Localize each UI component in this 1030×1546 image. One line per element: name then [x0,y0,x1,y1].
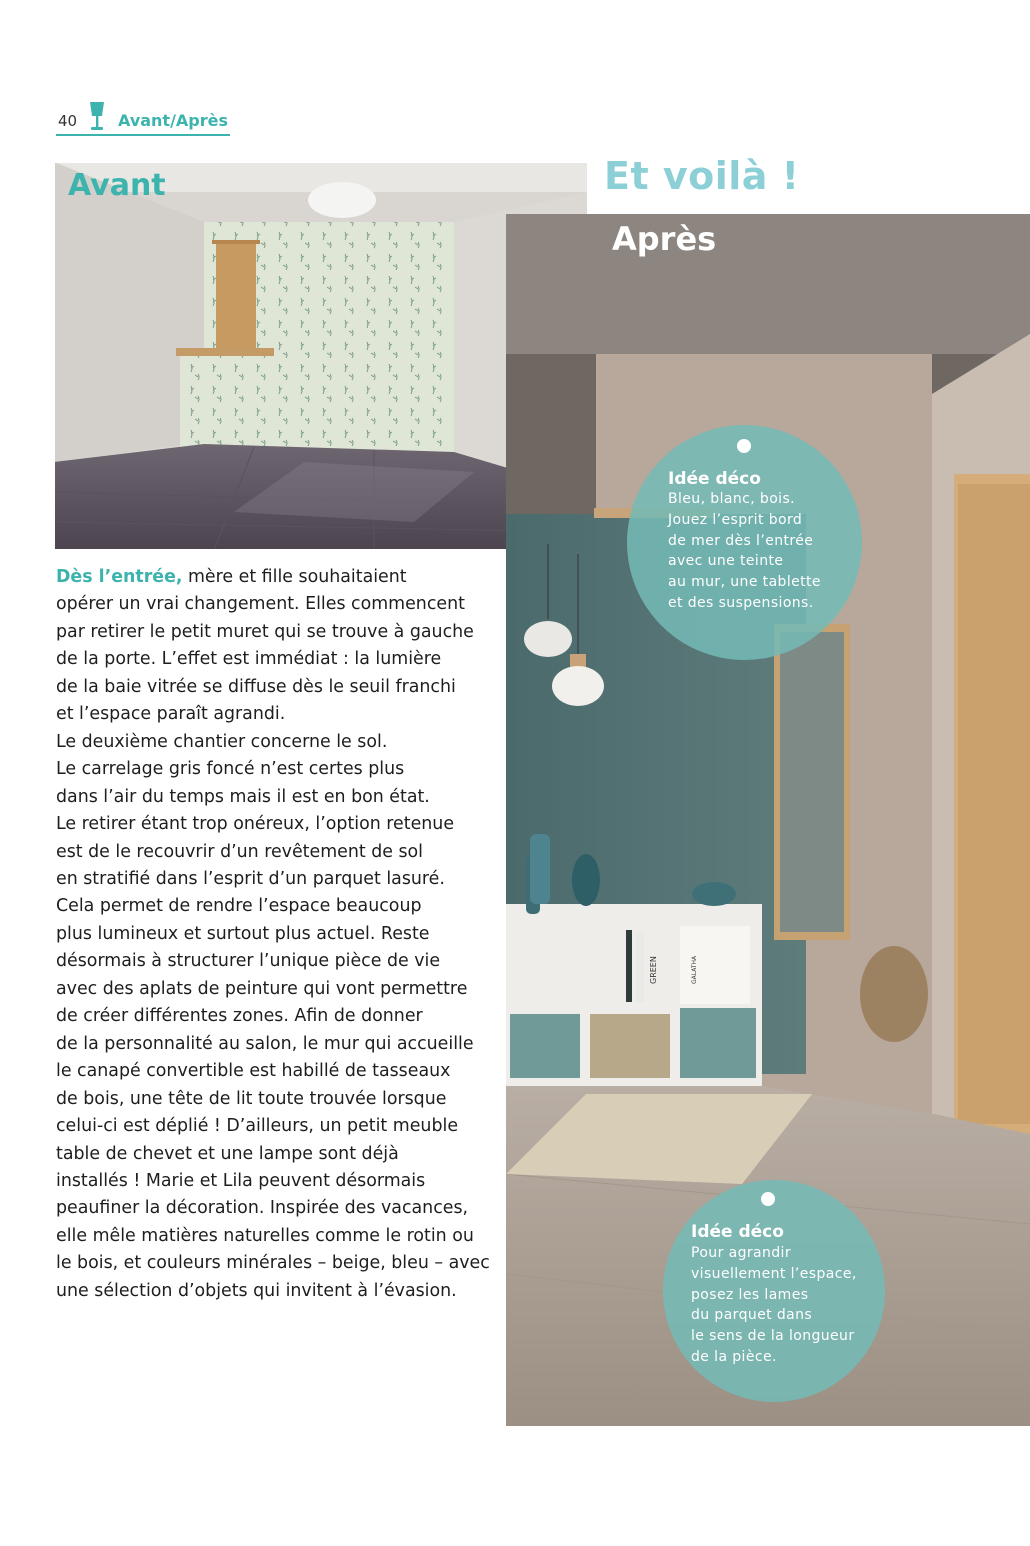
article-line: de bois, une tête de lit toute trouvée lorsque [56,1088,447,1109]
book-spine-label: GREEN [649,956,658,984]
after-title: Après [612,220,717,258]
book-spine-label: GALATHA [691,955,698,984]
article-line: celui-ci est déplié ! D’ailleurs, un petit meuble [56,1116,459,1137]
after-kicker: Et voilà ! [604,154,800,198]
deco-tip-text: Bleu, blanc, bois. Jouez l’esprit bord de mer dès l’entrée avec une teinte au mur, une tablette et des suspensions. [668,491,821,611]
article-line: Le carrelage gris foncé n’est certes plus [56,759,405,780]
article-body [56,564,496,1305]
article-line: désormais à structurer l’unique pièce de vie [56,951,441,972]
article-line: plus lumineux et surtout plus actuel. Reste [56,923,430,944]
article-line: par retirer le petit muret qui se trouve à gauche [56,621,474,642]
article-line: et l’espace paraît agrandi. [56,704,286,725]
article-line: Dès l’entrée, mère et fille souhaitaient [56,567,407,587]
article-line: de la porte. L’effet est immédiat : la lumière [56,649,442,670]
article-line: de créer différentes zones. Afin de donner [56,1006,423,1027]
article-line: dans l’air du temps mais il est en bon état. [56,786,430,807]
article-line: une sélection d’objets qui invitent à l’évasion. [56,1280,457,1301]
article-line: peaufiner la décoration. Inspirée des vacances, [56,1198,469,1219]
article-line: Cela permet de rendre l’espace beaucoup [56,896,422,917]
deco-tip-title: Idée déco [668,469,761,489]
article-line: Le retirer étant trop onéreux, l’option retenue [56,814,455,835]
article-line: de la baie vitrée se diffuse dès le seuil franchi [56,676,456,697]
section-label: Avant/Après [118,111,229,130]
deco-tip-bubble [627,425,862,660]
bullet-dot-icon [737,439,751,453]
lamp-icon [86,100,108,132]
article-line: Le deuxième chantier concerne le sol. [56,731,388,752]
before-title: Avant [68,168,166,203]
article-line: le bois, et couleurs minérales – beige, bleu – avec [56,1253,490,1274]
article-line: le canapé convertible est habillé de tasseaux [56,1061,451,1082]
page-number: 40 [58,112,78,130]
article-line: installés ! Marie et Lila peuvent désormais [56,1170,426,1191]
article-line: table de chevet et une lampe sont déjà [56,1143,399,1164]
article-line: elle mêle matières naturelles comme le rotin ou [56,1225,474,1246]
article-line: est de le recouvrir d’un revêtement de sol [56,841,423,862]
article-line: opérer un vrai changement. Elles commencent [56,594,465,615]
page-header [56,100,230,136]
bullet-dot-icon [761,1192,775,1206]
deco-tip-title: Idée déco [691,1222,784,1242]
article-line: de la personnalité au salon, le mur qui accueille [56,1033,474,1054]
deco-tip-text: Pour agrandir visuellement l’espace, posez les lames du parquet dans le sens de la longueur de la pièce. [691,1245,857,1365]
deco-tip-bubble [663,1180,885,1402]
article-line: en stratifié dans l’esprit d’un parquet lasuré. [56,868,445,889]
article-lead: Dès l’entrée, [56,567,183,587]
article-line: avec des aplats de peinture qui vont permettre [56,978,468,999]
